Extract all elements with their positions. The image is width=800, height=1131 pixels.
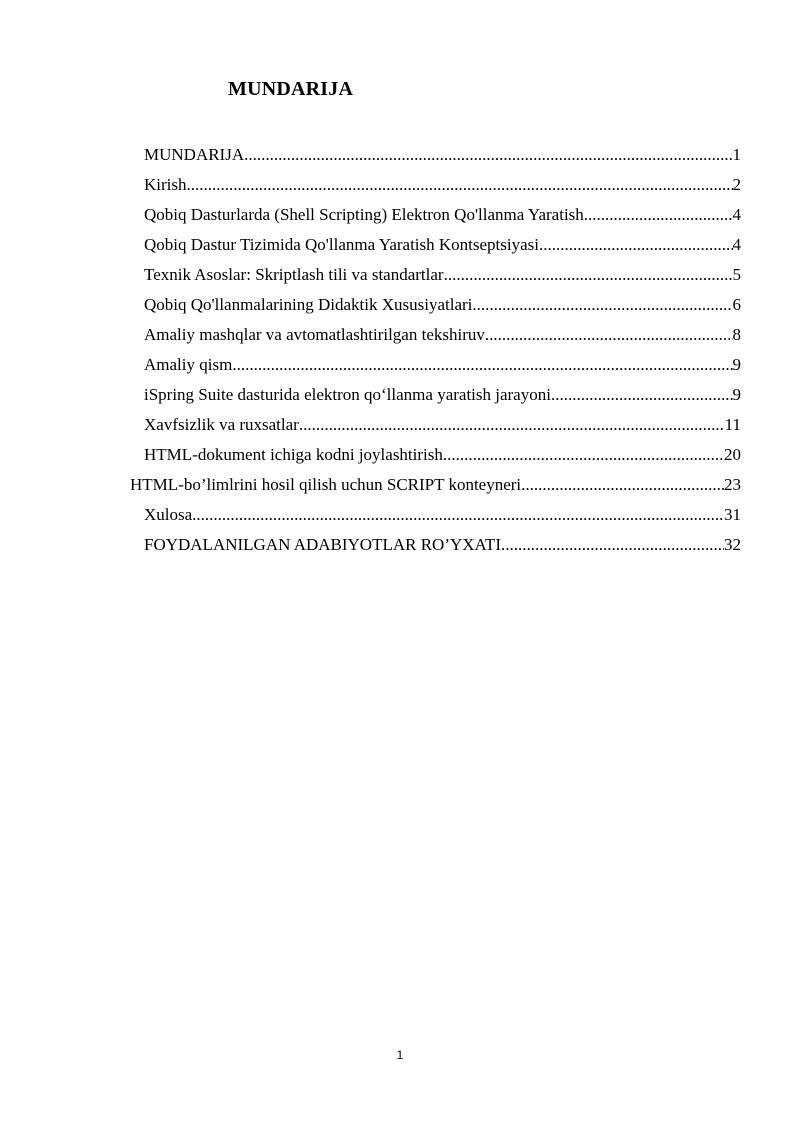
toc-entry[interactable] — [130, 473, 741, 497]
toc-entry-page: 2 — [732, 175, 741, 194]
toc-dot-leader — [501, 533, 724, 557]
toc-entry-page: 8 — [732, 325, 741, 344]
toc-entry-page: 31 — [724, 505, 741, 524]
toc-dot-leader — [472, 293, 732, 317]
toc-dot-leader — [187, 173, 733, 197]
toc-dot-leader — [485, 323, 733, 347]
toc-entry-page: 4 — [732, 205, 741, 224]
toc-entry-label: Kirish — [144, 175, 187, 194]
toc-entry[interactable] — [144, 353, 741, 377]
toc-entry-page: 5 — [732, 265, 741, 284]
toc-dot-leader — [584, 203, 733, 227]
toc-entry[interactable] — [144, 293, 741, 317]
toc-dot-leader — [232, 353, 732, 377]
toc-entry-label: Texnik Asoslar: Skriptlash tili va standartlar — [144, 265, 444, 284]
page-title: MUNDARIJA — [228, 78, 354, 100]
toc-entry[interactable] — [144, 533, 741, 557]
toc-dot-leader — [299, 413, 725, 437]
toc-entry-label: HTML-bo’limlrini hosil qilish uchun SCRIPT konteyneri — [130, 475, 522, 494]
toc-entry-label: iSpring Suite dasturida elektron qo‘llanma yaratish jarayoni — [144, 385, 551, 404]
toc-entry-label: MUNDARIJA — [144, 145, 245, 164]
toc-entry-label: FOYDALANILGAN ADABIYOTLAR RO’YXATI — [144, 535, 501, 554]
toc-entry-label: Qobiq Qo'llanmalarining Didaktik Xususiyatlari — [144, 295, 473, 314]
toc-entry-page: 11 — [724, 415, 741, 434]
toc-entry-label: Xavfsizlik va ruxsatlar — [144, 415, 299, 434]
toc-entry-page: 4 — [732, 235, 741, 254]
toc-entry[interactable] — [144, 383, 741, 407]
toc-entry-page: 32 — [724, 535, 741, 554]
toc-dot-leader — [539, 233, 732, 257]
toc-entry[interactable] — [144, 263, 741, 287]
toc-dot-leader — [521, 473, 724, 497]
toc-entry-label: HTML-dokument ichiga kodni joylashtirish — [144, 445, 443, 464]
toc-entry[interactable] — [144, 323, 741, 347]
toc-entry[interactable] — [144, 143, 741, 167]
toc-entry-label: Qobiq Dastur Tizimida Qo'llanma Yaratish Kontseptsiyasi — [144, 235, 540, 254]
toc-entry-page: 6 — [732, 295, 741, 314]
toc-entry[interactable] — [144, 413, 741, 437]
toc-entry-page: 9 — [732, 355, 741, 374]
toc-entry-label: Amaliy mashqlar va avtomatlashtirilgan tekshiruv — [144, 325, 485, 344]
toc-entry-page: 20 — [724, 445, 741, 464]
toc-entry[interactable] — [144, 233, 741, 257]
toc-entry-page: 1 — [732, 145, 741, 164]
toc-dot-leader — [192, 503, 724, 527]
page-number: 1 — [396, 1048, 404, 1062]
toc-entry-page: 9 — [732, 385, 741, 404]
toc-dot-leader — [551, 383, 733, 407]
toc-entry[interactable] — [144, 503, 741, 527]
toc-dot-leader — [244, 143, 732, 167]
toc-entry[interactable] — [144, 443, 741, 467]
toc-entry-label: Amaliy qism — [144, 355, 233, 374]
toc-entry[interactable] — [144, 203, 741, 227]
toc-entry-page: 23 — [724, 475, 741, 494]
toc-dot-leader — [443, 443, 724, 467]
toc-dot-leader — [444, 263, 733, 287]
toc-entry-label: Xulosa — [144, 505, 193, 524]
toc-entry[interactable] — [144, 173, 741, 197]
toc-entry-label: Qobiq Dasturlarda (Shell Scripting) Elektron Qo'llanma Yaratish — [144, 205, 584, 224]
